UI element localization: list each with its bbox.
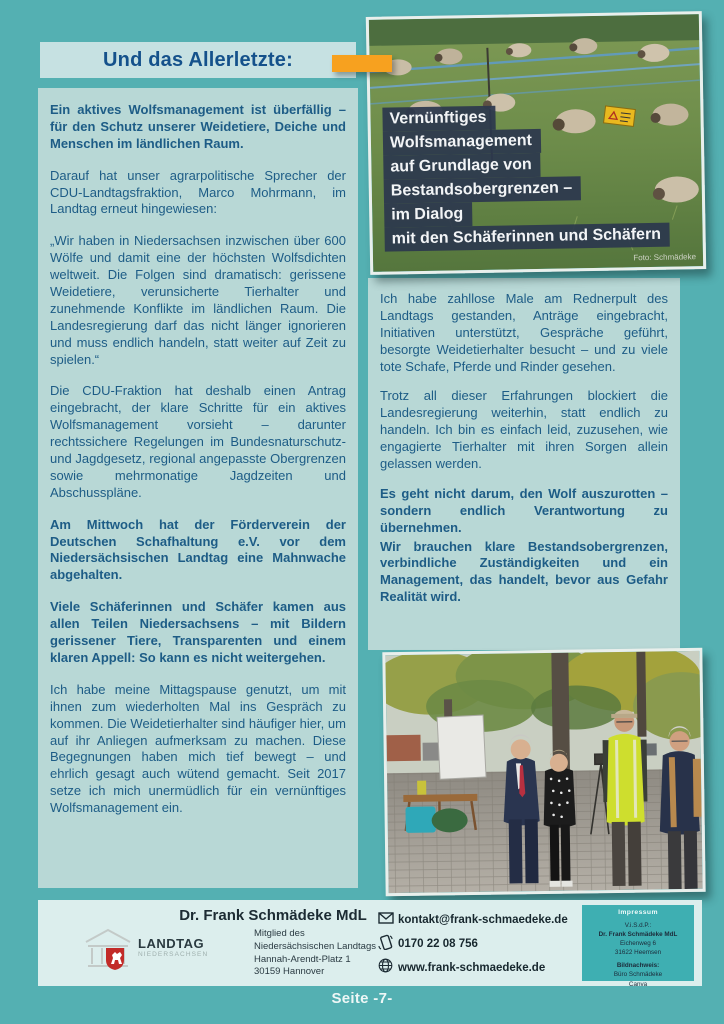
tree-trunk <box>636 652 646 737</box>
contact-web-row <box>378 956 568 980</box>
paragraph: Viele Schäferinnen und Schäfer kamen aus allen Teilen Niedersachsens – mit Bildern gerissener Tiere, Transparenten und einem klaren Appell: So kann es nicht weitergehen. <box>50 599 346 665</box>
paragraph: „Wir haben in Niedersachsen inzwischen über 600 Wölfe und damit eine der höchsten Wolfsdichten weltweit. Die Folgen sind dramatisch: gerissene Weidetiere, verunsicherte Tierhalter und zunehmende Konflikte im ländlichen Raum. Die Landesregierung darf das nicht länger ignorieren und muss endlich handeln, statt weiter auf Zeit zu spielen.“ <box>50 233 346 367</box>
address-line: 30159 Hannover <box>254 966 325 978</box>
footer-address <box>254 928 376 979</box>
section-header <box>40 42 356 78</box>
impressum-line: Dr. Frank Schmädeke MdL <box>598 930 678 938</box>
right-text-column <box>368 278 680 650</box>
left-text-column <box>38 88 358 888</box>
photo-credit: Foto: Schmädeke <box>633 252 697 263</box>
headline-line: Bestandsobergrenzen – <box>384 176 582 203</box>
paragraph: Die CDU-Fraktion hat deshalb einen Antrag eingebracht, der klare Schritte für ein aktives Wolfsmanagement vorsieht – darunter rechtssichere Regelungen im Bundesnaturschutz- und Jagdgesetz, regional angepasste Obergrenzen sowie mehrmonatige Jagdzeiten und Abschusspläne. <box>50 383 346 500</box>
impressum-line: Canva <box>628 980 648 988</box>
paragraph: Ein aktives Wolfsmanagement ist überfällig – für den Schutz unserer Weidetiere, Deiche und Menschen im ländlichen Raum. <box>50 102 346 151</box>
orange-accent-bar <box>332 55 392 72</box>
street-conversation-photo <box>382 648 705 896</box>
glass <box>417 781 426 795</box>
contact-list <box>378 908 568 980</box>
address-line: Mitglied des <box>254 928 305 939</box>
headline-line: auf Grundlage von <box>383 153 541 180</box>
hi-vis-vest <box>605 734 644 826</box>
flipchart <box>437 715 486 779</box>
footer-contact-bar <box>38 900 702 986</box>
paragraph: Trotz all dieser Erfahrungen blockiert die Landesregierung weiterhin, statt endlich zu handeln. Ich bin es einfach leid, zuzusehen, wie engagierte Tierhalter mit ihren Sorgen allein gelassen werden. <box>380 388 668 472</box>
phone-icon <box>378 934 398 955</box>
paragraph: Wir brauchen klare Bestandsobergrenzen, verbindliche Zuständigkeiten und ein Management, das handelt, bevor aus Gefahr Realität wird. <box>380 538 668 605</box>
landtag-building-icon <box>82 926 134 970</box>
impressum-line: Bildnachweis: <box>616 962 660 970</box>
building <box>386 735 420 761</box>
logo-subtitle: NIEDERSACHSEN <box>138 950 209 958</box>
headline-line: Vernünftiges <box>382 106 495 132</box>
paragraph: Es geht nicht darum, den Wolf auszurotten – sondern endlich Verantwortung zu übernehmen. <box>380 485 668 535</box>
address-line: Hannah-Arendt-Platz 1 <box>254 953 351 965</box>
email-icon <box>378 911 398 929</box>
logo-title: LANDTAG <box>138 935 205 951</box>
headline-line: Wolfsmanagement <box>383 129 541 156</box>
contact-email-row <box>378 908 568 932</box>
impressum-line: V.i.S.d.P.: <box>624 921 652 929</box>
paragraph: Darauf hat unser agrarpolitische Sprecher der CDU-Landtagsfraktion, Marco Mohrmann, im Landtag erneut hingewiesen: <box>50 167 346 217</box>
landtag-logo <box>82 926 208 970</box>
paragraph: Am Mittwoch hat der Förderverein der Deutschen Schafhaltung e.V. vor dem Niedersächsischen Landtag eine Mahnwache abgehalten. <box>50 516 346 583</box>
email-value: kontakt@frank-schmaedeke.de <box>398 914 568 926</box>
web-value: www.frank-schmaedeke.de <box>398 962 546 974</box>
photo-headline-overlay <box>382 103 670 252</box>
impressum-line: 31622 Heemsen <box>614 949 662 957</box>
headline-line: im Dialog <box>384 202 472 228</box>
headline-line: mit den Schäferinnen und Schäfern <box>384 223 670 252</box>
author-name: Dr. Frank Schmädeke MdL <box>179 907 367 924</box>
phone-value: 0170 22 08 756 <box>398 938 478 950</box>
section-title: Und das Allerletzte: <box>103 48 293 71</box>
page-number: Seite -7- <box>331 990 393 1007</box>
paragraph: Ich habe zahllose Male am Rednerpult des Landtags gestanden, Anträge eingebracht, Initiativen unterstützt, Gespräche geführt, besorgte Weidetierhalter besucht – und zu viele tote Schafe, Pferde und Rinder gesehen. <box>380 291 668 374</box>
teal-box <box>405 807 435 833</box>
address-line: Niedersächsischen Landtags <box>254 940 376 952</box>
sheep-pasture-photo <box>366 11 706 275</box>
paragraph: Ich habe meine Mittagspause genutzt, um mit ihnen zum wiederholten Mal ins Gespräch zu kommen. Die Weidetierhalter sind häufiger hier, um auf ihr Anliegen aufmerksam zu machen. Diese Begegnungen haben mich tief bewegt – und ehrlich gesagt auch wütend gemacht. Seit 2017 setze ich mich unermüdlich für ein vernünftiges Wolfsmanagement ein. <box>50 681 346 816</box>
globe-icon <box>378 958 398 978</box>
impressum-line: Eichenweg 6 <box>619 940 657 948</box>
street-conversation-illustration <box>385 651 702 893</box>
impressum-box <box>582 905 694 988</box>
impressum-title: Impressum <box>618 909 658 916</box>
impressum-line: Büro Schmädeke <box>613 971 663 979</box>
lower-saxony-shield-icon <box>106 948 124 970</box>
contact-phone-row <box>378 932 568 956</box>
